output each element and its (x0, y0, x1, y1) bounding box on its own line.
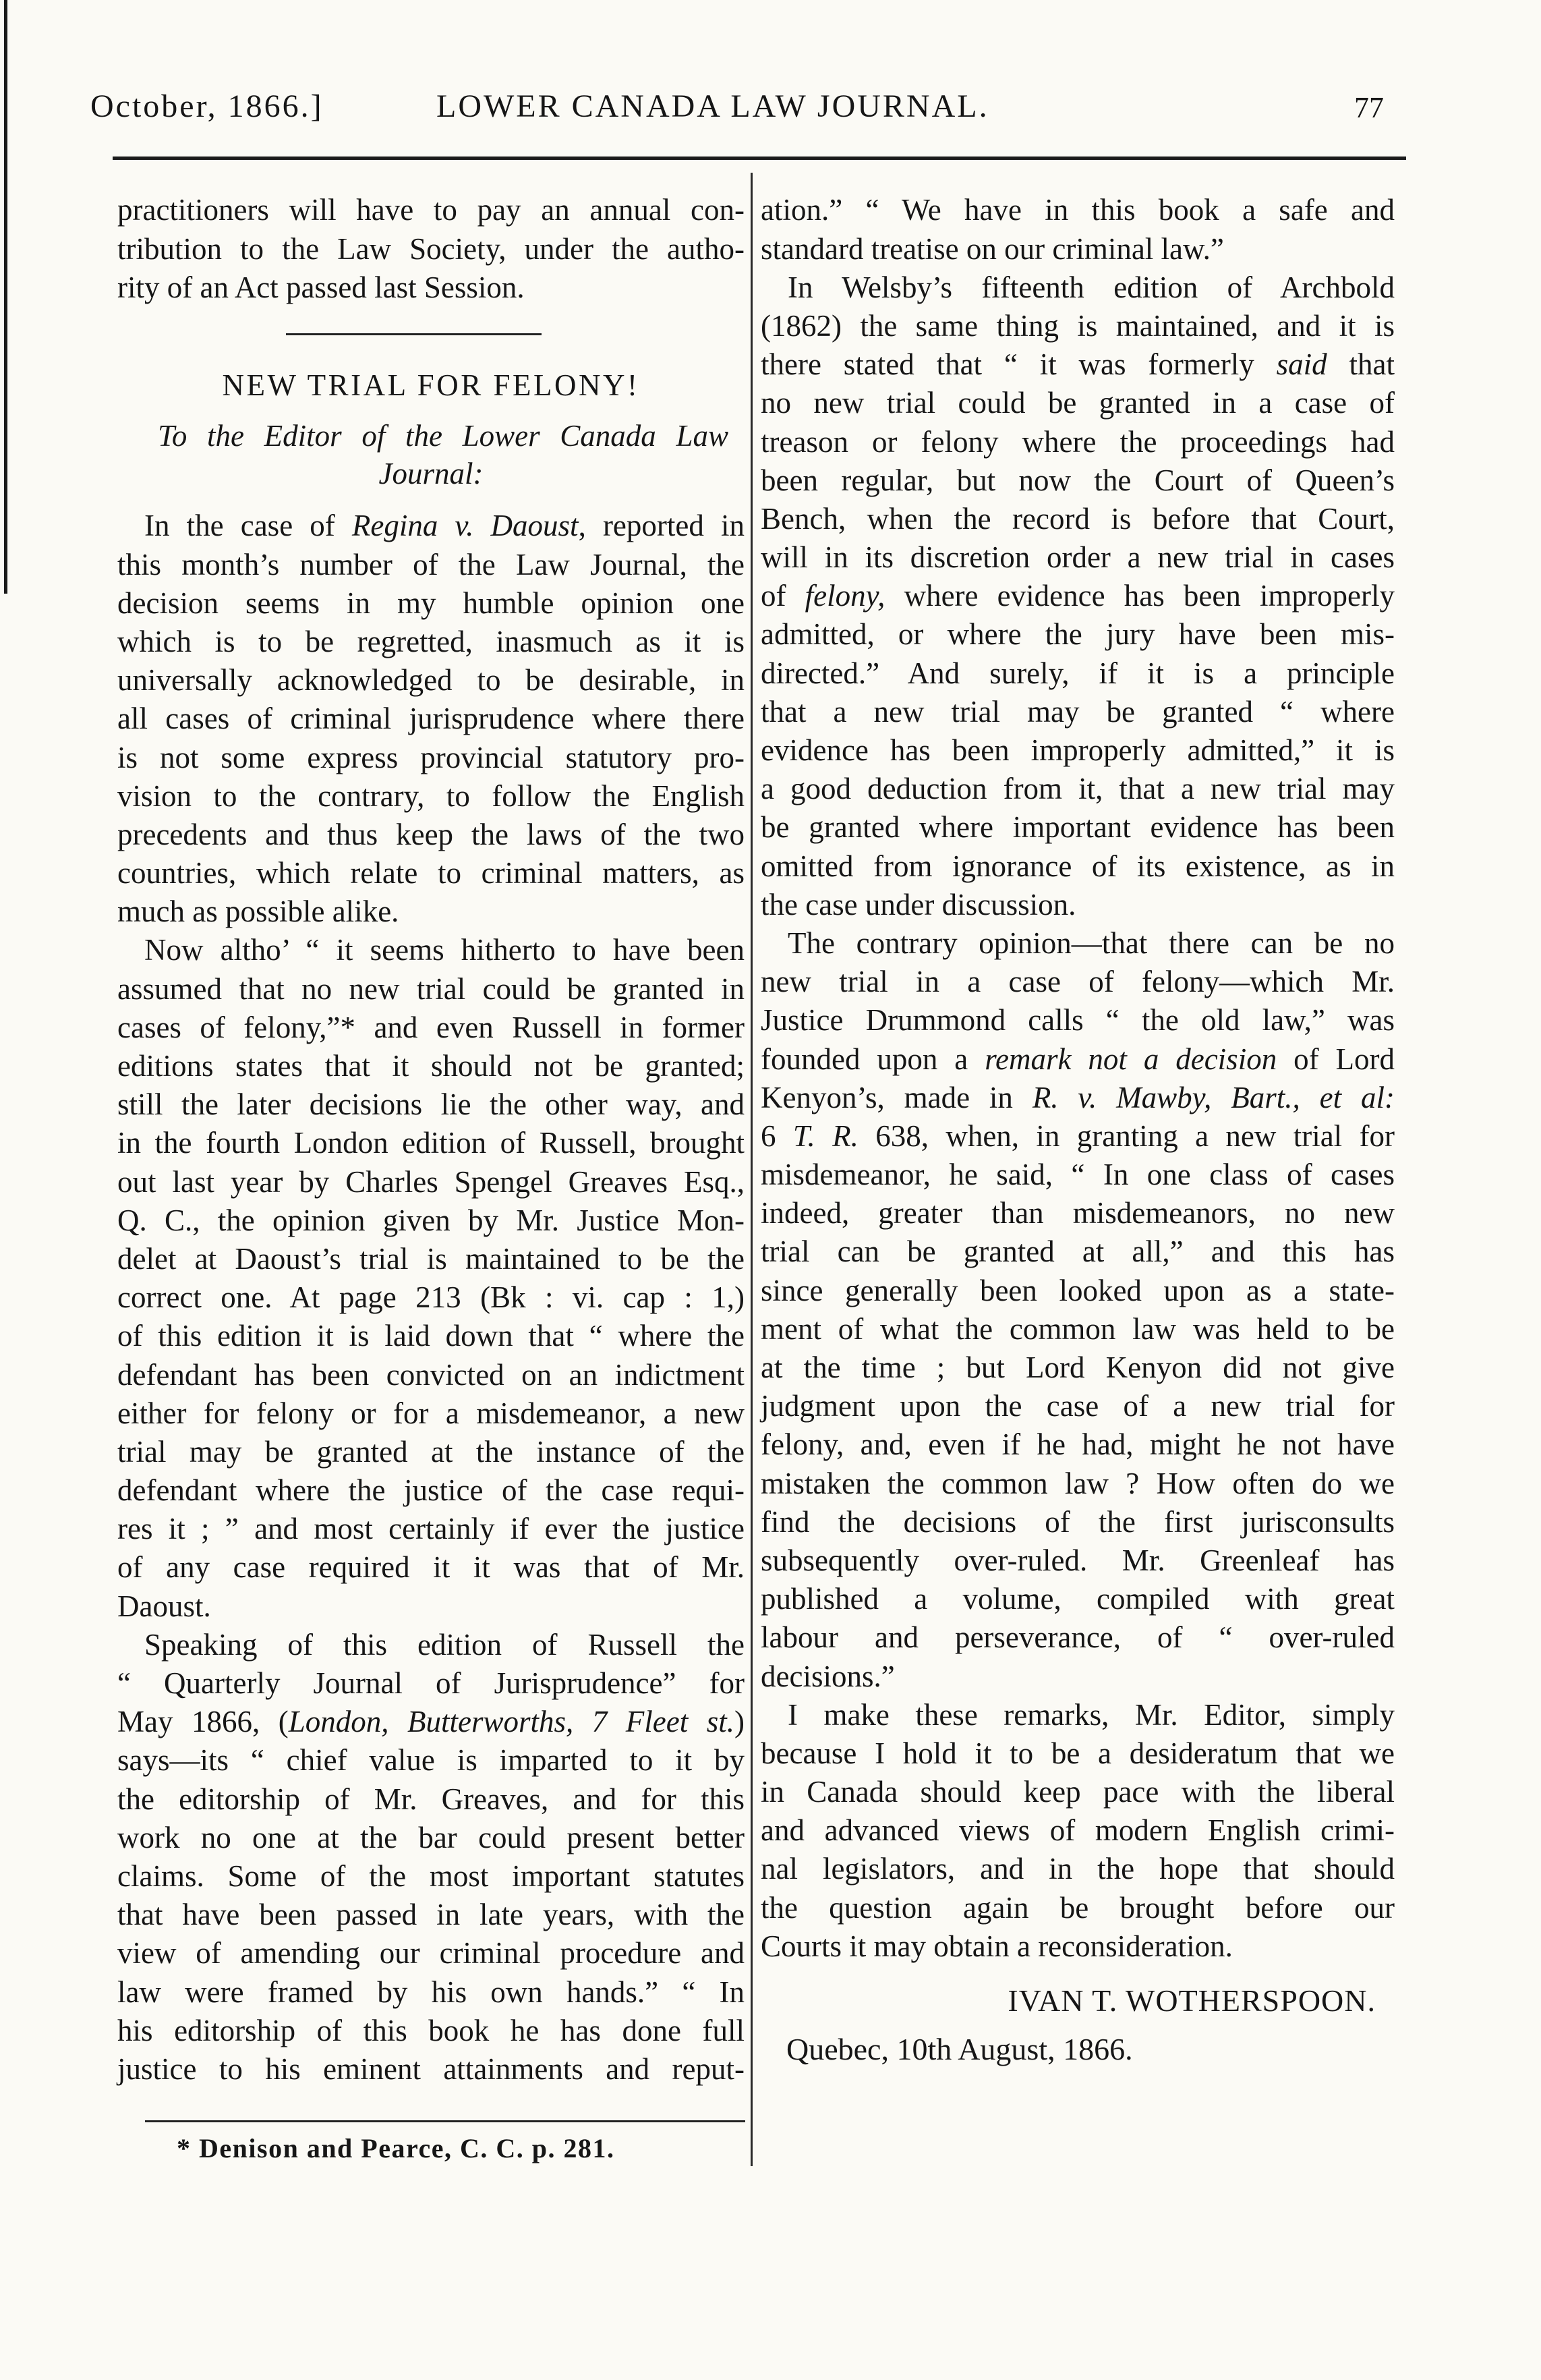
text-line: countries, which relate to criminal matters, as (117, 856, 745, 890)
roman-text: In the case of (144, 509, 352, 543)
text-line: Courts it may obtain a reconsideration. (761, 1929, 1233, 1963)
paragraph (761, 268, 1395, 924)
text-line: precedents and thus keep the laws of the two (117, 817, 745, 851)
text-line: felony, and, even if he had, might he not have (761, 1427, 1395, 1462)
right-column-body (761, 191, 1395, 1966)
dateline: Quebec, 10th August, 1866. (786, 2032, 1133, 2066)
text-line: and advanced views of modern English crimi- (761, 1813, 1395, 1848)
text-line: claims. Some of the most important statutes (117, 1859, 745, 1893)
salutation-line: To the Editor of the Lower Canada Law (158, 419, 728, 453)
roman-text: May 1866, ( (117, 1705, 289, 1739)
text-line: the editorship of Mr. Greaves, and for this (117, 1782, 745, 1816)
text-line: of any case required it it was that of Mr. (117, 1550, 745, 1585)
text-line: which is to be regretted, inasmuch as it is (117, 624, 745, 658)
text-line: new trial in a case of felony—which Mr. (761, 965, 1395, 999)
text-line: ation.” “ We have in this book a safe and (761, 193, 1395, 227)
text-line: in Canada should keep pace with the liberal (761, 1775, 1395, 1809)
text-line: view of amending our criminal procedure and (117, 1936, 745, 1971)
section-rule (286, 333, 542, 335)
text-line: Speaking of this edition of Russell the (144, 1627, 745, 1662)
text-line: editions states that it should not be granted; (117, 1049, 745, 1083)
text-line: tribution to the Law Society, under the autho- (117, 231, 745, 266)
text-line (761, 1117, 1395, 1156)
header-rule (113, 157, 1406, 160)
text-line: omitted from ignorance of its existence, as in (761, 849, 1395, 883)
text-line: defendant where the justice of the case requi- (117, 1473, 745, 1508)
text-line: published a volume, compiled with great (761, 1582, 1395, 1616)
italic-text: T. R. (792, 1118, 859, 1153)
roman-text: 6 (761, 1118, 793, 1153)
text-line: In Welsby’s fifteenth edition of Archbold (788, 270, 1395, 304)
text-line: because I hold it to be a desideratum that we (761, 1736, 1395, 1770)
text-line: I make these remarks, Mr. Editor, simply (788, 1697, 1395, 1732)
text-line: much as possible alike. (117, 895, 399, 929)
text-line (761, 1040, 1395, 1079)
text-line: all cases of criminal jurisprudence where there (117, 702, 745, 736)
text-line: find the decisions of the first jurisconsults (761, 1504, 1395, 1539)
text-line: assumed that no new trial could be granted in (117, 971, 745, 1006)
text-line: (1862) the same thing is maintained, and it is (761, 308, 1395, 343)
roman-text: Kenyon’s, made in (761, 1080, 1033, 1114)
text-line: is not some express provincial statutory pro- (117, 740, 745, 774)
text-line: “ Quarterly Journal of Jurisprudence” for (117, 1666, 745, 1701)
text-line: treason or felony where the proceedings had (761, 424, 1395, 459)
text-line: the case under discussion. (761, 887, 1076, 922)
text-line (761, 1079, 1395, 1117)
italic-text: said (1276, 347, 1327, 382)
text-line: says—its “ chief value is imparted to it by (117, 1743, 745, 1778)
paragraph (761, 1696, 1395, 1966)
text-line: practitioners will have to pay an annual con- (117, 193, 745, 227)
paragraph (117, 1626, 745, 2089)
article-title: NEW TRIAL FOR FELONY! (222, 368, 640, 402)
text-line: the question again be brought before our (761, 1890, 1395, 1925)
roman-text: founded upon a (761, 1042, 985, 1076)
text-line: nal legislators, and in the hope that should (761, 1852, 1395, 1886)
text-line (761, 345, 1395, 384)
signature: IVAN T. WOTHERSPOON. (1008, 1983, 1376, 2018)
roman-text: of (761, 579, 805, 613)
paragraph (117, 931, 745, 1625)
text-line: cases of felony,”* and even Russell in former (117, 1010, 745, 1044)
text-line: decision seems in my humble opinion one (117, 586, 745, 620)
text-line: either for felony or for a misdemeanor, a new (117, 1396, 745, 1430)
text-line (761, 577, 1395, 615)
text-line: directed.” And surely, if it is a principle (761, 656, 1395, 690)
scan-edge-mark (4, 0, 7, 594)
text-line (117, 1703, 745, 1741)
text-line: admitted, or where the jury have been mis- (761, 617, 1395, 652)
page-number: 77 (1354, 91, 1384, 124)
text-line (117, 507, 745, 545)
text-line: law were framed by his own hands.” “ In (117, 1975, 745, 2009)
column-divider (751, 173, 753, 2166)
text-line: that have been passed in late years, with the (117, 1898, 745, 1932)
text-line: The contrary opinion—that there can be no (788, 926, 1395, 960)
text-line: decisions.” (761, 1659, 895, 1693)
text-line: that a new trial may be granted “ where (761, 694, 1395, 729)
text-line: be granted where important evidence has been (761, 810, 1395, 845)
roman-text: ) (734, 1705, 745, 1739)
text-line: vision to the contrary, to follow the English (117, 778, 745, 813)
text-line: indeed, greater than misdemeanors, no new (761, 1196, 1395, 1230)
paragraph (761, 191, 1395, 268)
text-line: Bench, when the record is before that Court, (761, 501, 1395, 536)
text-line: been regular, but now the Court of Queen’s (761, 463, 1395, 497)
text-line: delet at Daoust’s trial is maintained to be the (117, 1241, 745, 1276)
text-line: universally acknowledged to be desirable, in (117, 663, 745, 698)
text-line: evidence has been improperly admitted,” it is (761, 733, 1395, 768)
text-line: Justice Drummond calls “ the old law,” was (761, 1003, 1395, 1038)
roman-text: that (1327, 347, 1395, 382)
text-line: his editorship of this book he has done full (117, 2013, 745, 2047)
text-line: defendant has been convicted on an indictment (117, 1357, 745, 1392)
text-line: labour and perseverance, of “ over-ruled (761, 1620, 1395, 1655)
text-line: Daoust. (117, 1589, 211, 1623)
text-line: misdemeanor, he said, “ In one class of cases (761, 1158, 1395, 1192)
text-line: subsequently over-ruled. Mr. Greenleaf has (761, 1543, 1395, 1577)
text-line: this month’s number of the Law Journal, the (117, 547, 745, 582)
text-line: correct one. At page 213 (Bk : vi. cap : 1,) (117, 1280, 745, 1315)
italic-text: London, Butterworths, 7 Fleet st. (288, 1705, 734, 1739)
roman-text: there stated that “ it was formerly (761, 347, 1277, 382)
text-line: judgment upon the case of a new trial for (761, 1389, 1395, 1423)
text-line: no new trial could be granted in a case of (761, 386, 1395, 420)
text-line: Q. C., the opinion given by Mr. Justice Mon- (117, 1203, 745, 1237)
text-line: ment of what the common law was held to be (761, 1311, 1395, 1346)
text-line: res it ; ” and most certainly if ever the justice (117, 1512, 745, 1546)
paragraph (117, 191, 745, 307)
text-line: Now altho’ “ it seems hitherto to have been (144, 933, 745, 967)
left-column-body (117, 507, 745, 2089)
roman-text: 638, when, in granting a new trial for (858, 1118, 1395, 1153)
text-line: standard treatise on our criminal law.” (761, 231, 1224, 266)
footnote-rule (145, 2120, 745, 2122)
roman-text: of Lord (1277, 1042, 1395, 1076)
italic-text: R. v. Mawby, Bart., et al: (1032, 1080, 1395, 1114)
text-line: trial may be granted at the instance of the (117, 1434, 745, 1469)
salutation-line: Journal: (378, 457, 484, 490)
roman-text: where evidence has been improperly (885, 579, 1395, 613)
left-column-intro (117, 191, 745, 307)
text-line: justice to his eminent attainments and reput- (117, 2051, 745, 2086)
text-line: mistaken the common law ? How often do we (761, 1466, 1395, 1500)
italic-text: felony, (805, 579, 885, 613)
italic-text: remark not a decision (985, 1042, 1277, 1076)
text-line: in the fourth London edition of Russell, brought (117, 1126, 745, 1160)
text-line: of this edition it is laid down that “ where the (117, 1319, 745, 1353)
italic-text: Regina v. Daoust (351, 509, 579, 543)
footnote: * Denison and Pearce, C. C. p. 281. (177, 2133, 615, 2163)
text-line: since generally been looked upon as a state- (761, 1273, 1395, 1307)
paragraph (117, 507, 745, 931)
text-line: rity of an Act passed last Session. (117, 270, 525, 304)
roman-text: , reported in (578, 509, 745, 543)
running-head-date: October, 1866.] (90, 88, 324, 124)
text-line: a good deduction from it, that a new trial may (761, 772, 1395, 806)
paragraph (761, 924, 1395, 1696)
running-head-title: LOWER CANADA LAW JOURNAL. (436, 88, 989, 124)
text-line: work no one at the bar could present better (117, 1820, 745, 1854)
text-line: trial can be granted at all,” and this has (761, 1235, 1395, 1269)
text-line: at the time ; but Lord Kenyon did not give (761, 1351, 1395, 1385)
text-line: out last year by Charles Spengel Greaves Esq., (117, 1164, 745, 1199)
text-line: still the later decisions lie the other way, and (117, 1087, 745, 1122)
text-line: will in its discretion order a new trial in cases (761, 540, 1395, 575)
